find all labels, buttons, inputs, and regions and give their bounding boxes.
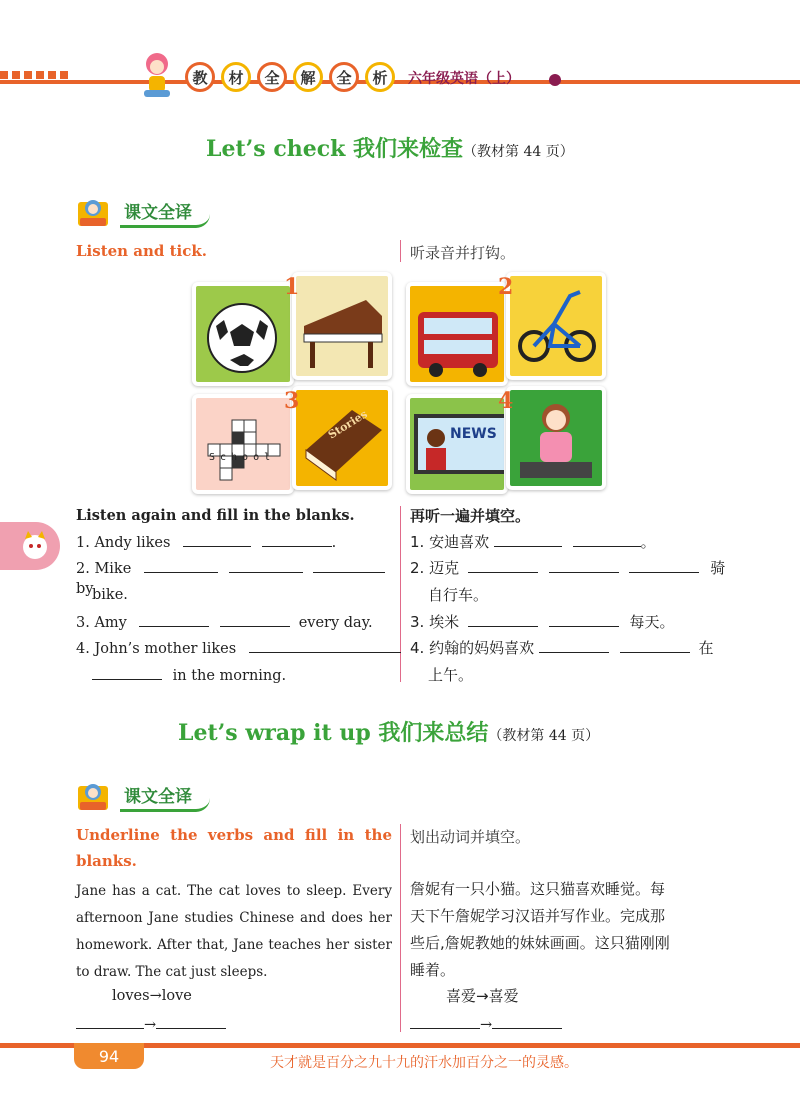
answer-blank[interactable] xyxy=(139,612,209,627)
fill-line-1-cn: 1. 安迪喜欢 。 xyxy=(410,533,656,551)
bicycle-picture xyxy=(506,272,606,380)
passage-cn xyxy=(410,876,724,984)
cat-mascot-icon xyxy=(18,529,52,563)
bus-icon xyxy=(410,286,504,382)
fill-text: every day. xyxy=(298,615,373,631)
footer-motto: 天才就是百分之九十九的汗水加百分之一的灵感。 xyxy=(270,1055,578,1071)
series-char: 教 xyxy=(185,62,215,92)
passage-line: afternoon Jane studies Chinese and does her xyxy=(76,910,392,926)
fill-text: 1. Andy likes xyxy=(76,535,171,551)
fill-line-2-cont-cn: 自行车。 xyxy=(428,586,489,604)
passage-line: 睡着。 xyxy=(410,961,456,979)
news-picture xyxy=(406,394,508,494)
answer-blank[interactable] xyxy=(262,532,332,547)
answer-blank[interactable] xyxy=(156,1014,226,1029)
fill-text: 每天。 xyxy=(629,613,675,631)
answer-blank[interactable] xyxy=(92,665,162,680)
cooking-picture xyxy=(506,386,606,490)
task-heading-cn: 划出动词并填空。 xyxy=(410,828,531,846)
bus-picture xyxy=(406,282,508,386)
fill-text: 在 xyxy=(698,639,714,657)
fill-line-4-cont-cn: 上午。 xyxy=(428,666,474,684)
answer-blank[interactable] xyxy=(539,638,609,653)
badge-label: 课文全译 xyxy=(120,782,210,812)
piano-picture xyxy=(292,272,392,380)
series-char: 全 xyxy=(257,62,287,92)
series-char: 解 xyxy=(293,62,323,92)
fill-text: 4. John’s mother likes xyxy=(76,641,237,657)
answer-blank[interactable] xyxy=(313,558,385,573)
answer-blank[interactable] xyxy=(549,558,619,573)
answer-blank[interactable] xyxy=(249,638,401,653)
task-heading-en: Listen and tick. xyxy=(76,242,208,260)
fill-text: 2. Mike xyxy=(76,561,132,577)
arrow: → xyxy=(144,1017,157,1033)
fill-text: by xyxy=(76,581,94,597)
answer-blank[interactable] xyxy=(220,612,290,627)
arrow: → xyxy=(480,1017,493,1033)
page-number: 94 xyxy=(74,1043,144,1069)
fill-line-3-cn xyxy=(410,612,674,632)
textbook-ref: （教材第 44 页） xyxy=(488,728,600,744)
passage-line: to draw. The cat just sleeps. xyxy=(76,964,268,980)
mascot-book-icon xyxy=(76,196,116,230)
answer-blank[interactable] xyxy=(76,1014,144,1029)
answer-blank[interactable] xyxy=(573,532,641,547)
column-divider xyxy=(400,240,401,262)
answer-line-en xyxy=(76,1014,226,1035)
answer-blank[interactable] xyxy=(468,612,538,627)
answer-blank[interactable] xyxy=(229,558,303,573)
book-picture xyxy=(292,386,392,490)
fill-line-4-cont-en xyxy=(92,665,286,686)
crossword-picture xyxy=(192,394,294,494)
fill-text: 2. 迈克 xyxy=(410,559,460,577)
picture-group-1 xyxy=(192,272,392,388)
translation-badge xyxy=(76,780,210,814)
piano-icon xyxy=(296,276,388,376)
header-checker-left xyxy=(0,64,72,76)
badge-label: 课文全译 xyxy=(120,198,210,228)
example-cn: 喜爱→喜爱 xyxy=(446,987,519,1005)
fill-line-2-cont-en: bike. xyxy=(92,587,128,603)
side-tab xyxy=(0,522,60,570)
answer-blank[interactable] xyxy=(468,558,538,573)
soccer-ball-picture xyxy=(192,282,294,386)
fill-line-2-cn xyxy=(410,558,726,578)
passage-line: homework. After that, Jane teaches her sister xyxy=(76,937,392,953)
answer-line-cn xyxy=(410,1014,562,1035)
fill-text: 1. 安迪喜欢 xyxy=(410,533,490,551)
picture-number: 4 xyxy=(498,388,514,414)
fill-text: in the morning. xyxy=(172,668,287,684)
title-text: Let’s check 我们来检查 xyxy=(206,136,464,162)
book-title: 六年级英语（上） xyxy=(408,71,520,87)
answer-blank[interactable] xyxy=(629,558,699,573)
task-heading-cn: 听录音并打钩。 xyxy=(410,244,516,262)
fill-text: 3. 埃米 xyxy=(410,613,460,631)
passage-line: 天下午詹妮学习汉语并写作业。完成那 xyxy=(410,907,666,925)
answer-blank[interactable] xyxy=(183,532,251,547)
picture-number: 3 xyxy=(284,388,300,414)
fill-line-4-cn xyxy=(410,638,726,658)
fill-line-4-en xyxy=(76,638,401,659)
answer-blank[interactable] xyxy=(620,638,690,653)
section-title-wrap xyxy=(178,716,599,747)
picture-group-4 xyxy=(406,386,606,496)
textbook-ref: （教材第 44 页） xyxy=(463,144,574,160)
fill-text: 骑 xyxy=(710,559,726,577)
fill-text: 3. Amy xyxy=(76,615,127,631)
header-rule xyxy=(0,80,800,84)
series-char: 析 xyxy=(365,62,395,92)
example-en: loves→love xyxy=(112,988,192,1004)
answer-blank[interactable] xyxy=(144,558,218,573)
crossword-word: School xyxy=(209,452,276,463)
task-heading-en: Listen again and fill in the blanks. xyxy=(76,507,355,524)
section-title-check xyxy=(206,132,574,163)
answer-blank[interactable] xyxy=(410,1014,480,1029)
book-icon xyxy=(296,390,388,486)
title-text: Let’s wrap it up 我们来总结 xyxy=(178,720,489,746)
picture-number: 2 xyxy=(498,274,514,300)
header-dot xyxy=(549,74,561,86)
passage-line: Jane has a cat. The cat loves to sleep. Every xyxy=(76,883,392,899)
column-divider xyxy=(400,824,401,1032)
translation-badge xyxy=(76,196,210,230)
series-char: 全 xyxy=(329,62,359,92)
answer-blank[interactable] xyxy=(549,612,619,627)
picture-group-3 xyxy=(192,386,392,496)
girl-mascot-icon xyxy=(136,50,178,102)
bicycle-icon xyxy=(510,276,602,376)
crossword-icon xyxy=(196,398,290,490)
series-title xyxy=(185,62,395,92)
passage-line: 詹妮有一只小猫。这只猫喜欢睡觉。每 xyxy=(410,880,666,898)
answer-blank[interactable] xyxy=(494,532,562,547)
series-char: 材 xyxy=(221,62,251,92)
tv-news-label: NEWS xyxy=(450,426,497,442)
answer-blank[interactable] xyxy=(492,1014,562,1029)
picture-number: 1 xyxy=(284,274,300,300)
task-heading-en-cont: blanks. xyxy=(76,852,137,870)
book-title-label: Stories xyxy=(325,407,370,442)
passage-line: 些后,詹妮教她的妹妹画画。这只猫刚刚 xyxy=(410,934,670,952)
task-heading-en: Underline the verbs and fill in the xyxy=(76,826,392,844)
woman-cooking-icon xyxy=(510,390,602,486)
mascot-book-icon xyxy=(76,780,116,814)
task-heading-cn: 再听一遍并填空。 xyxy=(410,507,531,525)
fill-line-3-en xyxy=(76,612,373,633)
fill-line-1-en: 1. Andy likes . xyxy=(76,532,336,553)
soccer-ball-icon xyxy=(196,286,290,382)
passage-en xyxy=(76,878,392,986)
television-icon xyxy=(410,398,504,490)
fill-text: 4. 约翰的妈妈喜欢 xyxy=(410,639,535,657)
picture-group-2 xyxy=(406,272,606,388)
